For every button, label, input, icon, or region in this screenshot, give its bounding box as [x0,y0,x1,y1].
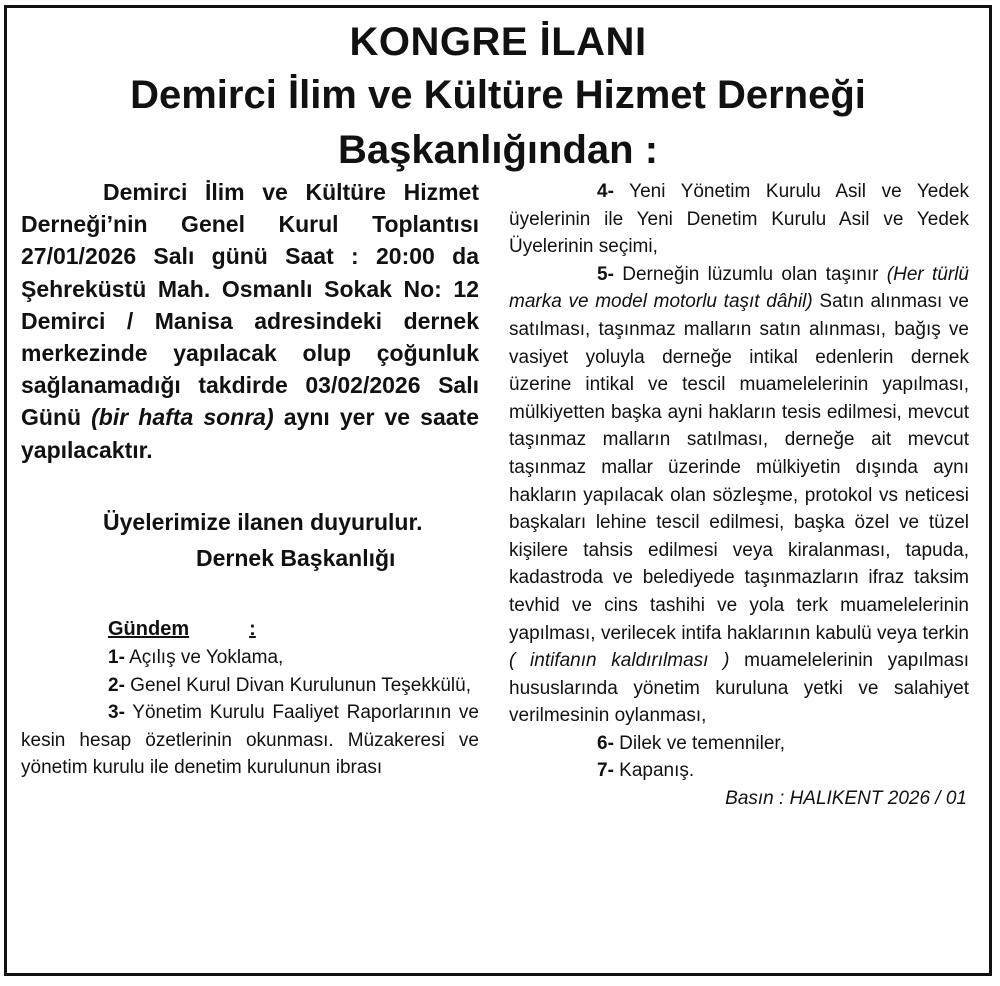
agenda-item-text: Yönetim Kurulu Faaliyet Raporlarının ve kesin hesap özetlerinin okunması. Müzakeresi ve yönetim kurulu ile denetim kurulunun ibrası [21,702,479,779]
meeting-text-2: aynı yer ve saate yapılacaktır. [21,404,479,463]
agenda-item-number: 6- [597,732,614,754]
agenda-item-text: Dilek ve temenniler, [613,732,785,754]
agenda-item-4 [509,178,969,261]
agenda-item-text: Kapanış. [613,760,695,782]
agenda-item-text: Satın alınması ve satılması, taşınmaz malların satın alınması, bağış ve vasiyet yoluyla derneğe intikal edenlerin dernek üzerine intikal ve tescil muamelelerinin yapılması, mülkiyetten başka ayni hakların tesis edilmesi, mevcut taşınmaz malların satılması, derneğe ait mevcut taşınmaz mallar üzerinde mülkiyetin dışında aynı hakların yapılacak olan sözleşme, protokol vs neticesi başkaları lehine tescil edilmesi, başka özel ve tüzel kişilere tahsis edilmesi veya kiralanması, tapuda, kadastroda ve belediyede taşınmazların ifraz taksim tevhid ve cins tashihi ve yola terk muamelelerinin yapılması, verilecek intifa haklarının kabulü veya terkin [509,291,969,644]
meeting-text-italic: (bir hafta sonra) [91,404,274,431]
agenda-item-number: 4- [597,181,614,202]
agenda-item-italic: ( intifanın kaldırılması ) [509,650,730,672]
agenda-item-2 [21,672,479,700]
agenda-item-italic: (Her türlü marka ve model motorlu taşıt dâhil) [509,263,969,313]
agenda-item-text: Yeni Yönetim Kurulu Asil ve Yedek üyelerinin ile Yeni Denetim Kurulu Asil ve Yedek Üyelerinin seçimi, [509,181,969,258]
agenda-heading [21,614,479,644]
association-name: Demirci İlim ve Kültüre Hizmet Derneği [130,73,866,117]
agenda-item-5 [509,261,969,730]
agenda-item-6 [509,730,969,758]
right-column [509,178,969,813]
notice-title: KONGRE İLANI [349,20,647,64]
agenda-item-text: Genel Kurul Divan Kurulunun Teşekkülü, [124,674,471,696]
agenda-item-number: 5- [597,263,614,285]
left-column [21,176,479,782]
agenda-item-1 [21,644,479,672]
announcement-paragraph: Üyelerimize ilanen duyurulur. [103,508,423,535]
meeting-text-1: Demirci İlim ve Kültüre Hizmet Derneği’nin Genel Kurul Toplantısı 27/01/2026 Salı günü Saat : 20:00 da Şehreküstü Mah. Osmanlı Sokak No: 12 Demirci / Manisa adresindeki dernek merkezinde yapılacak olup çoğunluk sağlanamadığı takdirde 03/02/2026 Salı Günü [21,179,479,431]
agenda-heading-text: Gündem [108,618,190,641]
meeting-paragraph [21,176,479,466]
signature: Dernek Başkanlığı [196,545,396,572]
press-reference: Basın : HALIKENT 2026 / 01 [725,788,967,810]
agenda-item-3 [21,699,479,782]
congress-notice [4,5,992,976]
issuer-line: Başkanlığından : [337,128,659,172]
agenda-item-number: 7- [597,760,614,782]
agenda-item-number: 1- [108,647,125,669]
agenda-item-text: muamelelerinin yapılması hususlarında yönetim kuruluna yetki ve salahiyet verilmesinin oylanması, [509,650,970,727]
agenda-heading-colon: : [249,618,256,641]
agenda-item-number: 3- [108,702,125,724]
agenda-item-number: 2- [108,674,125,696]
agenda-item-7 [509,757,969,785]
agenda-item-text: Derneğin lüzumlu olan taşınır [613,263,887,285]
agenda-item-text: Açılış ve Yoklama, [124,647,284,669]
